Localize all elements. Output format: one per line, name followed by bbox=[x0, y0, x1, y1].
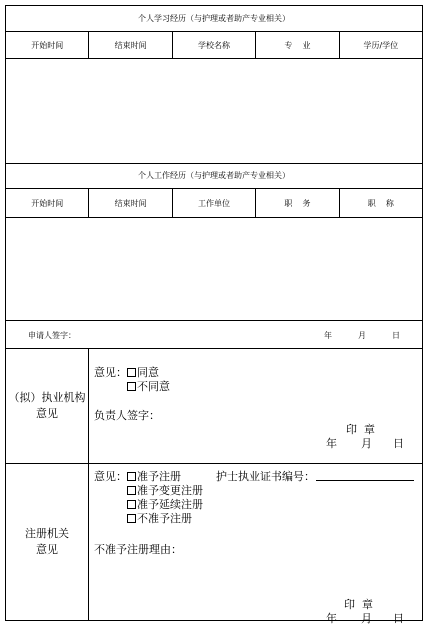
registration-option-reject[interactable] bbox=[127, 510, 192, 526]
work-section-title bbox=[6, 164, 422, 189]
work-entry-area[interactable] bbox=[6, 218, 422, 321]
agree-checkbox[interactable] bbox=[127, 368, 136, 377]
applicant-year: 年 bbox=[324, 331, 332, 340]
rejection-reason-label: 不准予注册理由： bbox=[94, 543, 182, 556]
renew-checkbox[interactable] bbox=[127, 500, 136, 509]
institution-opinion-section bbox=[6, 349, 422, 464]
approve-label: 准予注册 bbox=[137, 470, 181, 483]
change-label: 准予变更注册 bbox=[137, 484, 203, 497]
applicant-sign-label: 申请人签字： bbox=[28, 331, 76, 340]
renew-label: 准予延续注册 bbox=[137, 498, 203, 511]
change-checkbox[interactable] bbox=[127, 486, 136, 495]
registration-label-line1: 注册机关 bbox=[25, 527, 69, 540]
reject-checkbox[interactable] bbox=[127, 514, 136, 523]
disagree-label: 不同意 bbox=[137, 380, 170, 393]
applicant-signature-row bbox=[6, 321, 422, 349]
approve-checkbox[interactable] bbox=[127, 472, 136, 481]
institution-option-disagree[interactable] bbox=[127, 378, 170, 394]
registration-day: 日 bbox=[393, 612, 404, 625]
registration-label-cell bbox=[6, 464, 89, 620]
registration-opinion-label: 意见： bbox=[94, 470, 127, 483]
edu-col-school: 学校名称 bbox=[173, 32, 256, 58]
agree-label: 同意 bbox=[137, 366, 159, 379]
registration-opinion-section bbox=[6, 464, 422, 625]
registration-month: 月 bbox=[361, 612, 372, 625]
education-section-title bbox=[6, 6, 422, 32]
work-col-employer: 工作单位 bbox=[173, 189, 256, 217]
registration-seal: 印 章 bbox=[344, 598, 373, 611]
work-col-position: 职 务 bbox=[256, 189, 339, 217]
registration-year: 年 bbox=[326, 612, 337, 625]
education-header-row bbox=[6, 32, 422, 59]
edu-col-start: 开始时间 bbox=[6, 32, 89, 58]
institution-seal: 印 章 bbox=[346, 423, 375, 436]
work-col-end: 结束时间 bbox=[89, 189, 172, 217]
work-header-row bbox=[6, 189, 422, 218]
registration-form bbox=[5, 5, 423, 625]
applicant-day: 日 bbox=[392, 331, 400, 340]
cert-number-label: 护士执业证书编号： bbox=[216, 470, 315, 483]
edu-col-end: 结束时间 bbox=[89, 32, 172, 58]
institution-opinion-label: 意见： bbox=[94, 366, 127, 379]
institution-month: 月 bbox=[361, 437, 372, 450]
institution-label-cell bbox=[6, 349, 89, 463]
disagree-checkbox[interactable] bbox=[127, 382, 136, 391]
work-title-text: 个人工作经历（与护理或者助产专业相关） bbox=[138, 171, 290, 180]
institution-year: 年 bbox=[326, 437, 337, 450]
edu-col-major: 专 业 bbox=[256, 32, 339, 58]
applicant-month: 月 bbox=[358, 331, 366, 340]
institution-label-line1: （拟）执业机构 bbox=[8, 391, 86, 404]
institution-signer-label: 负责人签字： bbox=[94, 409, 160, 422]
edu-col-degree: 学历/学位 bbox=[363, 40, 399, 50]
work-col-title: 职 称 bbox=[367, 198, 394, 208]
work-col-start: 开始时间 bbox=[6, 189, 89, 217]
education-title-text: 个人学习经历（与护理或者助产专业相关） bbox=[138, 14, 290, 23]
institution-day: 日 bbox=[393, 437, 404, 450]
reject-label: 不准予注册 bbox=[137, 512, 192, 525]
cert-number-field[interactable] bbox=[316, 480, 414, 481]
institution-label-line2: 意见 bbox=[36, 407, 58, 420]
education-entry-area[interactable] bbox=[6, 59, 422, 164]
registration-label-line2: 意见 bbox=[36, 543, 58, 556]
